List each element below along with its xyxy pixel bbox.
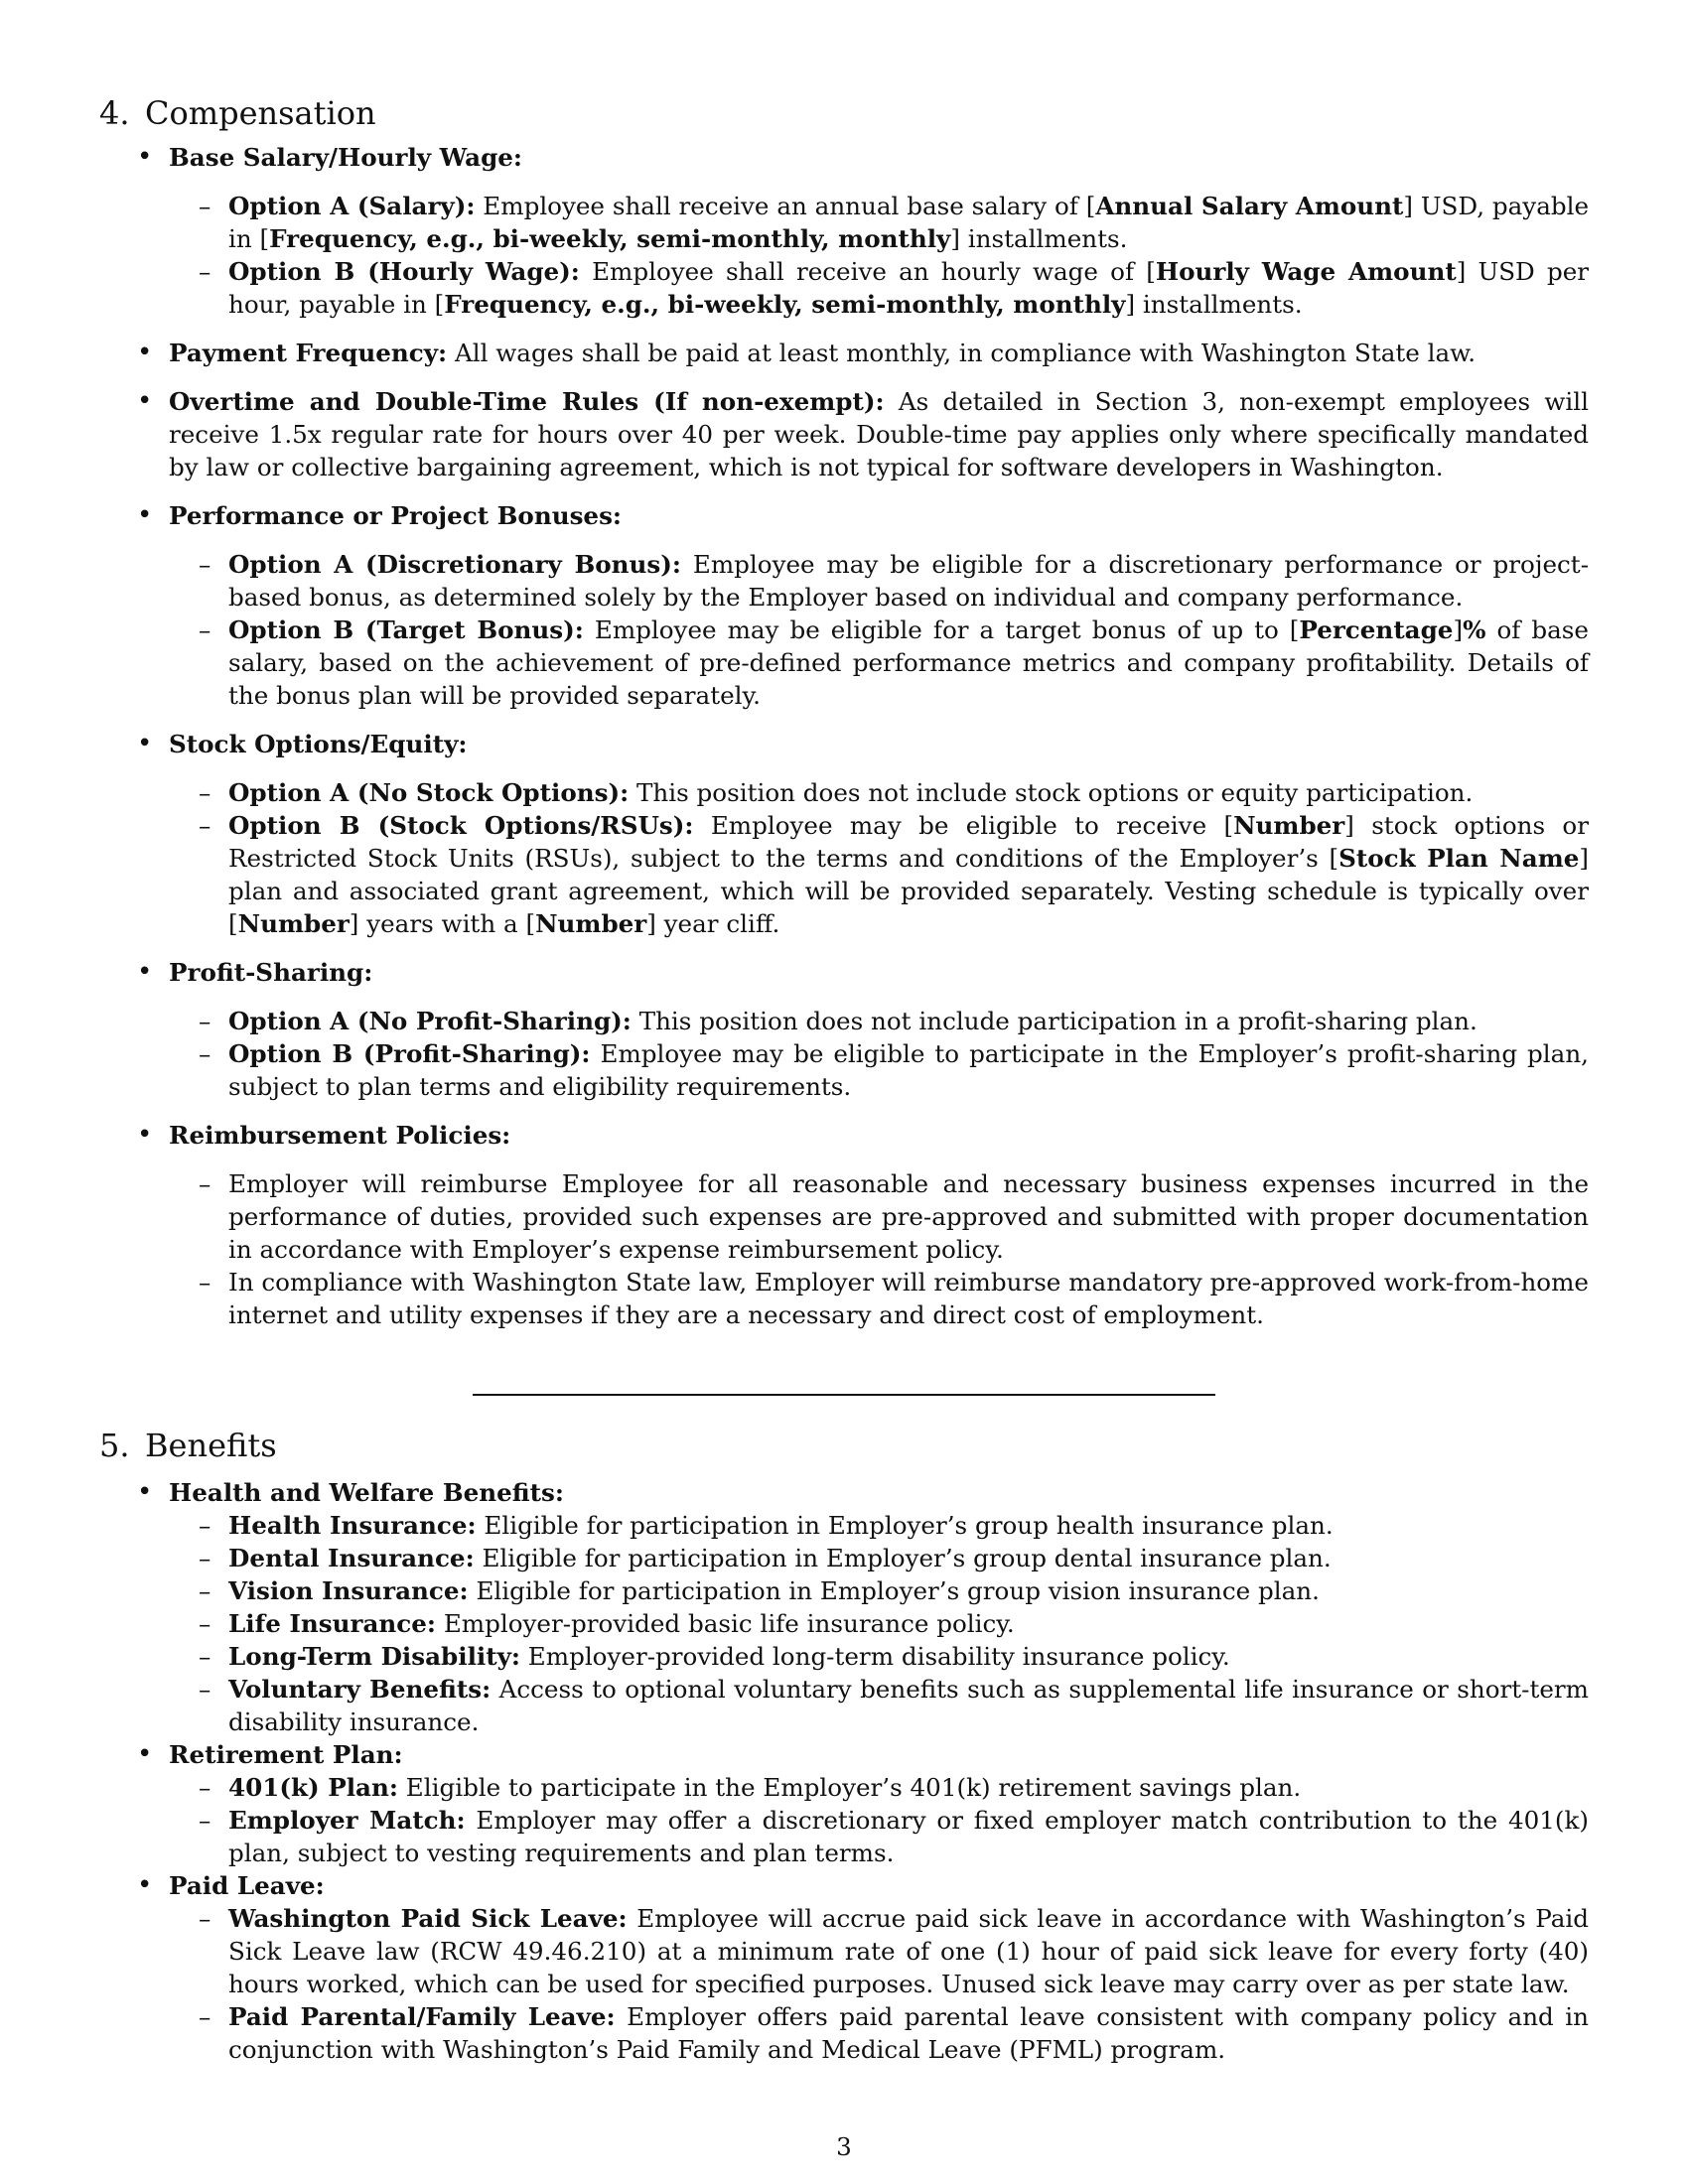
list-item-base-salary: • Base Salary/Hourly Wage: – Option A (Salary): Employee shall receive an annual base salary of [Annual Salary Amount] USD, payable in [Frequency, e.g., bi-weekly, semi-monthly, monthly] installments. – Option B (Hourly Wage): Employee shall receive an hourly wage of [Hourly Wage Amount] USD per hour, payable in [Frequency, e.g., bi-weekly, semi-monthly, monthly] installments. <box>99 141 1589 321</box>
section-divider <box>473 1394 1215 1396</box>
sub-item-reimbursement-2: – In compliance with Washington State law, Employer will reimburse mandatory pre-approved work-from-home internet and utility expenses if they are a necessary and direct cost of employment. <box>169 1266 1589 1331</box>
sub-item-leave-2 <box>169 2000 1589 2066</box>
sub-item-health-3 <box>169 1574 1589 1607</box>
item-label: Employer Match: <box>228 1806 466 1835</box>
item-label: Washington Paid Sick Leave: <box>228 1904 628 1933</box>
sub-item-health-4 <box>169 1607 1589 1640</box>
list-item-reimbursement: • Reimbursement Policies: – Employer will reimburse Employee for all reasonable and necessary business expenses incurred in the performance of duties, provided such expenses are pre-approved and submitted with proper documentation in accordance with Employer’s expense reimbursement policy. – In compliance with Washington State law, Employer will reimburse mandatory pre-approved work-from-home internet and utility expenses if they are a necessary and direct cost of employment. <box>99 1119 1589 1331</box>
item-label: Long-Term Disability: <box>228 1642 520 1671</box>
section-heading-compensation: 4. Compensation <box>99 94 376 132</box>
sub-item-bonus-option-a: – Option A (Discretionary Bonus): Employee may be eligible for a discretionary performance or project-based bonus, as determined solely by the Employer based on individual and company performance. <box>169 548 1589 614</box>
sub-item-base-option-b: – Option B (Hourly Wage): Employee shall receive an hourly wage of [Hourly Wage Amount] USD per hour, payable in [Frequency, e.g., bi-weekly, semi-monthly, monthly] installments. <box>169 255 1589 321</box>
sub-item-retirement-2 <box>169 1804 1589 1869</box>
sub-item-bonus-option-b: – Option B (Target Bonus): Employee may be eligible for a target bonus of up to [Percentage]% of base salary, based on the achievement of pre-defined performance metrics and company profitability. Details of the bonus plan will be provided separately. <box>169 614 1589 712</box>
list-item-profit-sharing: • Profit-Sharing: – Option A (No Profit-Sharing): This position does not include participation in a profit-sharing plan. – Option B (Profit-Sharing): Employee may be eligible to participate in the Employer’s profit-sharing plan, subject to plan terms and eligibility requirements. <box>99 956 1589 1103</box>
document-page <box>99 93 1590 2064</box>
item-text: Employer offers paid parental leave consistent with company policy and in conjunction with Washington’s Paid Family and Medical Leave (PFML) program. <box>228 2002 1590 2064</box>
sub-item-retirement-1 <box>169 1771 1589 1804</box>
item-label: Health Insurance: <box>228 1511 477 1540</box>
item-text: Eligible to participate in the Employer’s 401(k) retirement savings plan. <box>397 1773 1302 1802</box>
item-text: Employer may offer a discretionary or fixed employer match contribution to the 401(k) plan, subject to vesting requirements and plan terms. <box>228 1806 1589 1867</box>
section-heading-benefits: 5. Benefits <box>99 1427 277 1464</box>
item-label: Paid Parental/Family Leave: <box>228 2002 616 2031</box>
sub-item-reimbursement-1: – Employer will reimburse Employee for all reasonable and necessary business expenses incurred in the performance of duties, provided such expenses are pre-approved and submitted with proper documentation in accordance with Employer’s expense reimbursement policy. <box>169 1167 1589 1266</box>
item-text: Eligible for participation in Employer’s group dental insurance plan. <box>474 1544 1332 1572</box>
sub-item-health-5 <box>169 1640 1589 1673</box>
item-text: Employer-provided basic life insurance policy. <box>436 1609 1015 1638</box>
item-label: Life Insurance: <box>228 1609 437 1638</box>
sub-item-health-6 <box>169 1673 1589 1738</box>
item-label: Vision Insurance: <box>228 1576 469 1605</box>
list-item-health-welfare: • Health and Welfare Benefits: – Health Insurance: Eligible for participation in Employer’s group health insurance plan. – Dental Insurance: Eligible for participation in Employer’s group dental insurance plan. – Vision Insurance: Eligible for participation in Employer’s group vision insurance plan. – Life Insurance: Employer-provided basic life insurance policy. – Long-Term Disability: Employer-provided long-term disability insurance policy. – Voluntary Benefits: Access to optional voluntary benefits such as supplemental life insurance or short-term disability insurance. <box>99 1476 1589 1738</box>
sub-item-base-option-a: – Option A (Salary): Employee shall receive an annual base salary of [Annual Salary Amount] USD, payable in [Frequency, e.g., bi-weekly, semi-monthly, monthly] installments. <box>169 190 1589 255</box>
page-number: 3 <box>836 2132 852 2161</box>
list-item-retirement: • Retirement Plan: – 401(k) Plan: Eligible to participate in the Employer’s 401(k) retirement savings plan. – Employer Match: Employer may offer a discretionary or fixed employer match contribution to the 401(k) plan, subject to vesting requirements and plan terms. <box>99 1738 1589 1869</box>
item-text: Eligible for participation in Employer’s group health insurance plan. <box>476 1511 1334 1540</box>
sub-item-stock-option-a: – Option A (No Stock Options): This position does not include stock options or equity participation. <box>169 776 1589 809</box>
item-text: Eligible for participation in Employer’s group vision insurance plan. <box>468 1576 1320 1605</box>
item-label: Dental Insurance: <box>228 1544 475 1572</box>
sub-item-profit-option-b: – Option B (Profit-Sharing): Employee may be eligible to participate in the Employer’s profit-sharing plan, subject to plan terms and eligibility requirements. <box>169 1037 1589 1103</box>
list-item-bonuses: • Performance or Project Bonuses: – Option A (Discretionary Bonus): Employee may be eligible for a discretionary performance or project-based bonus, as determined solely by the Employer based on individual and company performance. – Option B (Target Bonus): Employee may be eligible for a target bonus of up to [Percentage]% of base salary, based on the achievement of pre-defined performance metrics and company profitability. Details of the bonus plan will be provided separately. <box>99 499 1589 712</box>
item-label: 401(k) Plan: <box>228 1773 398 1802</box>
item-text: Employer-provided long-term disability insurance policy. <box>519 1642 1230 1671</box>
list-item-paid-leave: • Paid Leave: – Washington Paid Sick Leave: Employee will accrue paid sick leave in accordance with Washington’s Paid Sick Leave law (RCW 49.46.210) at a minimum rate of one (1) hour of paid sick leave for every forty (40) hours worked, which can be used for specified purposes. Unused sick leave may carry over as per state law. – Paid Parental/Family Leave: Employer offers paid parental leave consistent with company policy and in conjunction with Washington’s Paid Family and Medical Leave (PFML) program. <box>99 1869 1589 2066</box>
sub-item-health-1 <box>169 1509 1589 1542</box>
sub-item-leave-1 <box>169 1902 1589 2000</box>
benefits-list <box>99 1476 1589 2066</box>
compensation-list <box>99 141 1589 1331</box>
sub-item-health-2 <box>169 1542 1589 1574</box>
item-text: Access to optional voluntary benefits such as supplemental life insurance or short-term disability insurance. <box>228 1675 1589 1736</box>
list-item-overtime: • Overtime and Double-Time Rules (If non-exempt): As detailed in Section 3, non-exempt employees will receive 1.5x regular rate for hours over 40 per week. Double-time pay applies only where specifically mandated by law or collective bargaining agreement, which is not typical for software developers in Washington. <box>99 385 1589 483</box>
item-label: Voluntary Benefits: <box>228 1675 492 1704</box>
item-text: Employee will accrue paid sick leave in accordance with Washington’s Paid Sick Leave law (RCW 49.46.210) at a minimum rate of one (1) hour of paid sick leave for every forty (40) hours worked, which can be used for specified purposes. Unused sick leave may carry over as per state law. <box>228 1904 1589 1998</box>
list-item-payment-frequency: • Payment Frequency: All wages shall be paid at least monthly, in compliance with Washington State law. <box>99 337 1589 369</box>
sub-item-stock-option-b: – Option B (Stock Options/RSUs): Employee may be eligible to receive [Number] stock options or Restricted Stock Units (RSUs), subject to the terms and conditions of the Employer’s [Stock Plan Name] plan and associated grant agreement, which will be provided separately. Vesting schedule is typically over [Number] years with a [Number] year cliff. <box>169 809 1589 940</box>
list-item-stock-options: • Stock Options/Equity: – Option A (No Stock Options): This position does not include stock options or equity participation. – Option B (Stock Options/RSUs): Employee may be eligible to receive [Number] stock options or Restricted Stock Units (RSUs), subject to the terms and conditions of the Employer’s [Stock Plan Name] plan and associated grant agreement, which will be provided separately. Vesting schedule is typically over [Number] years with a [Number] year cliff. <box>99 728 1589 940</box>
sub-item-profit-option-a: – Option A (No Profit-Sharing): This position does not include participation in a profit-sharing plan. <box>169 1005 1589 1037</box>
